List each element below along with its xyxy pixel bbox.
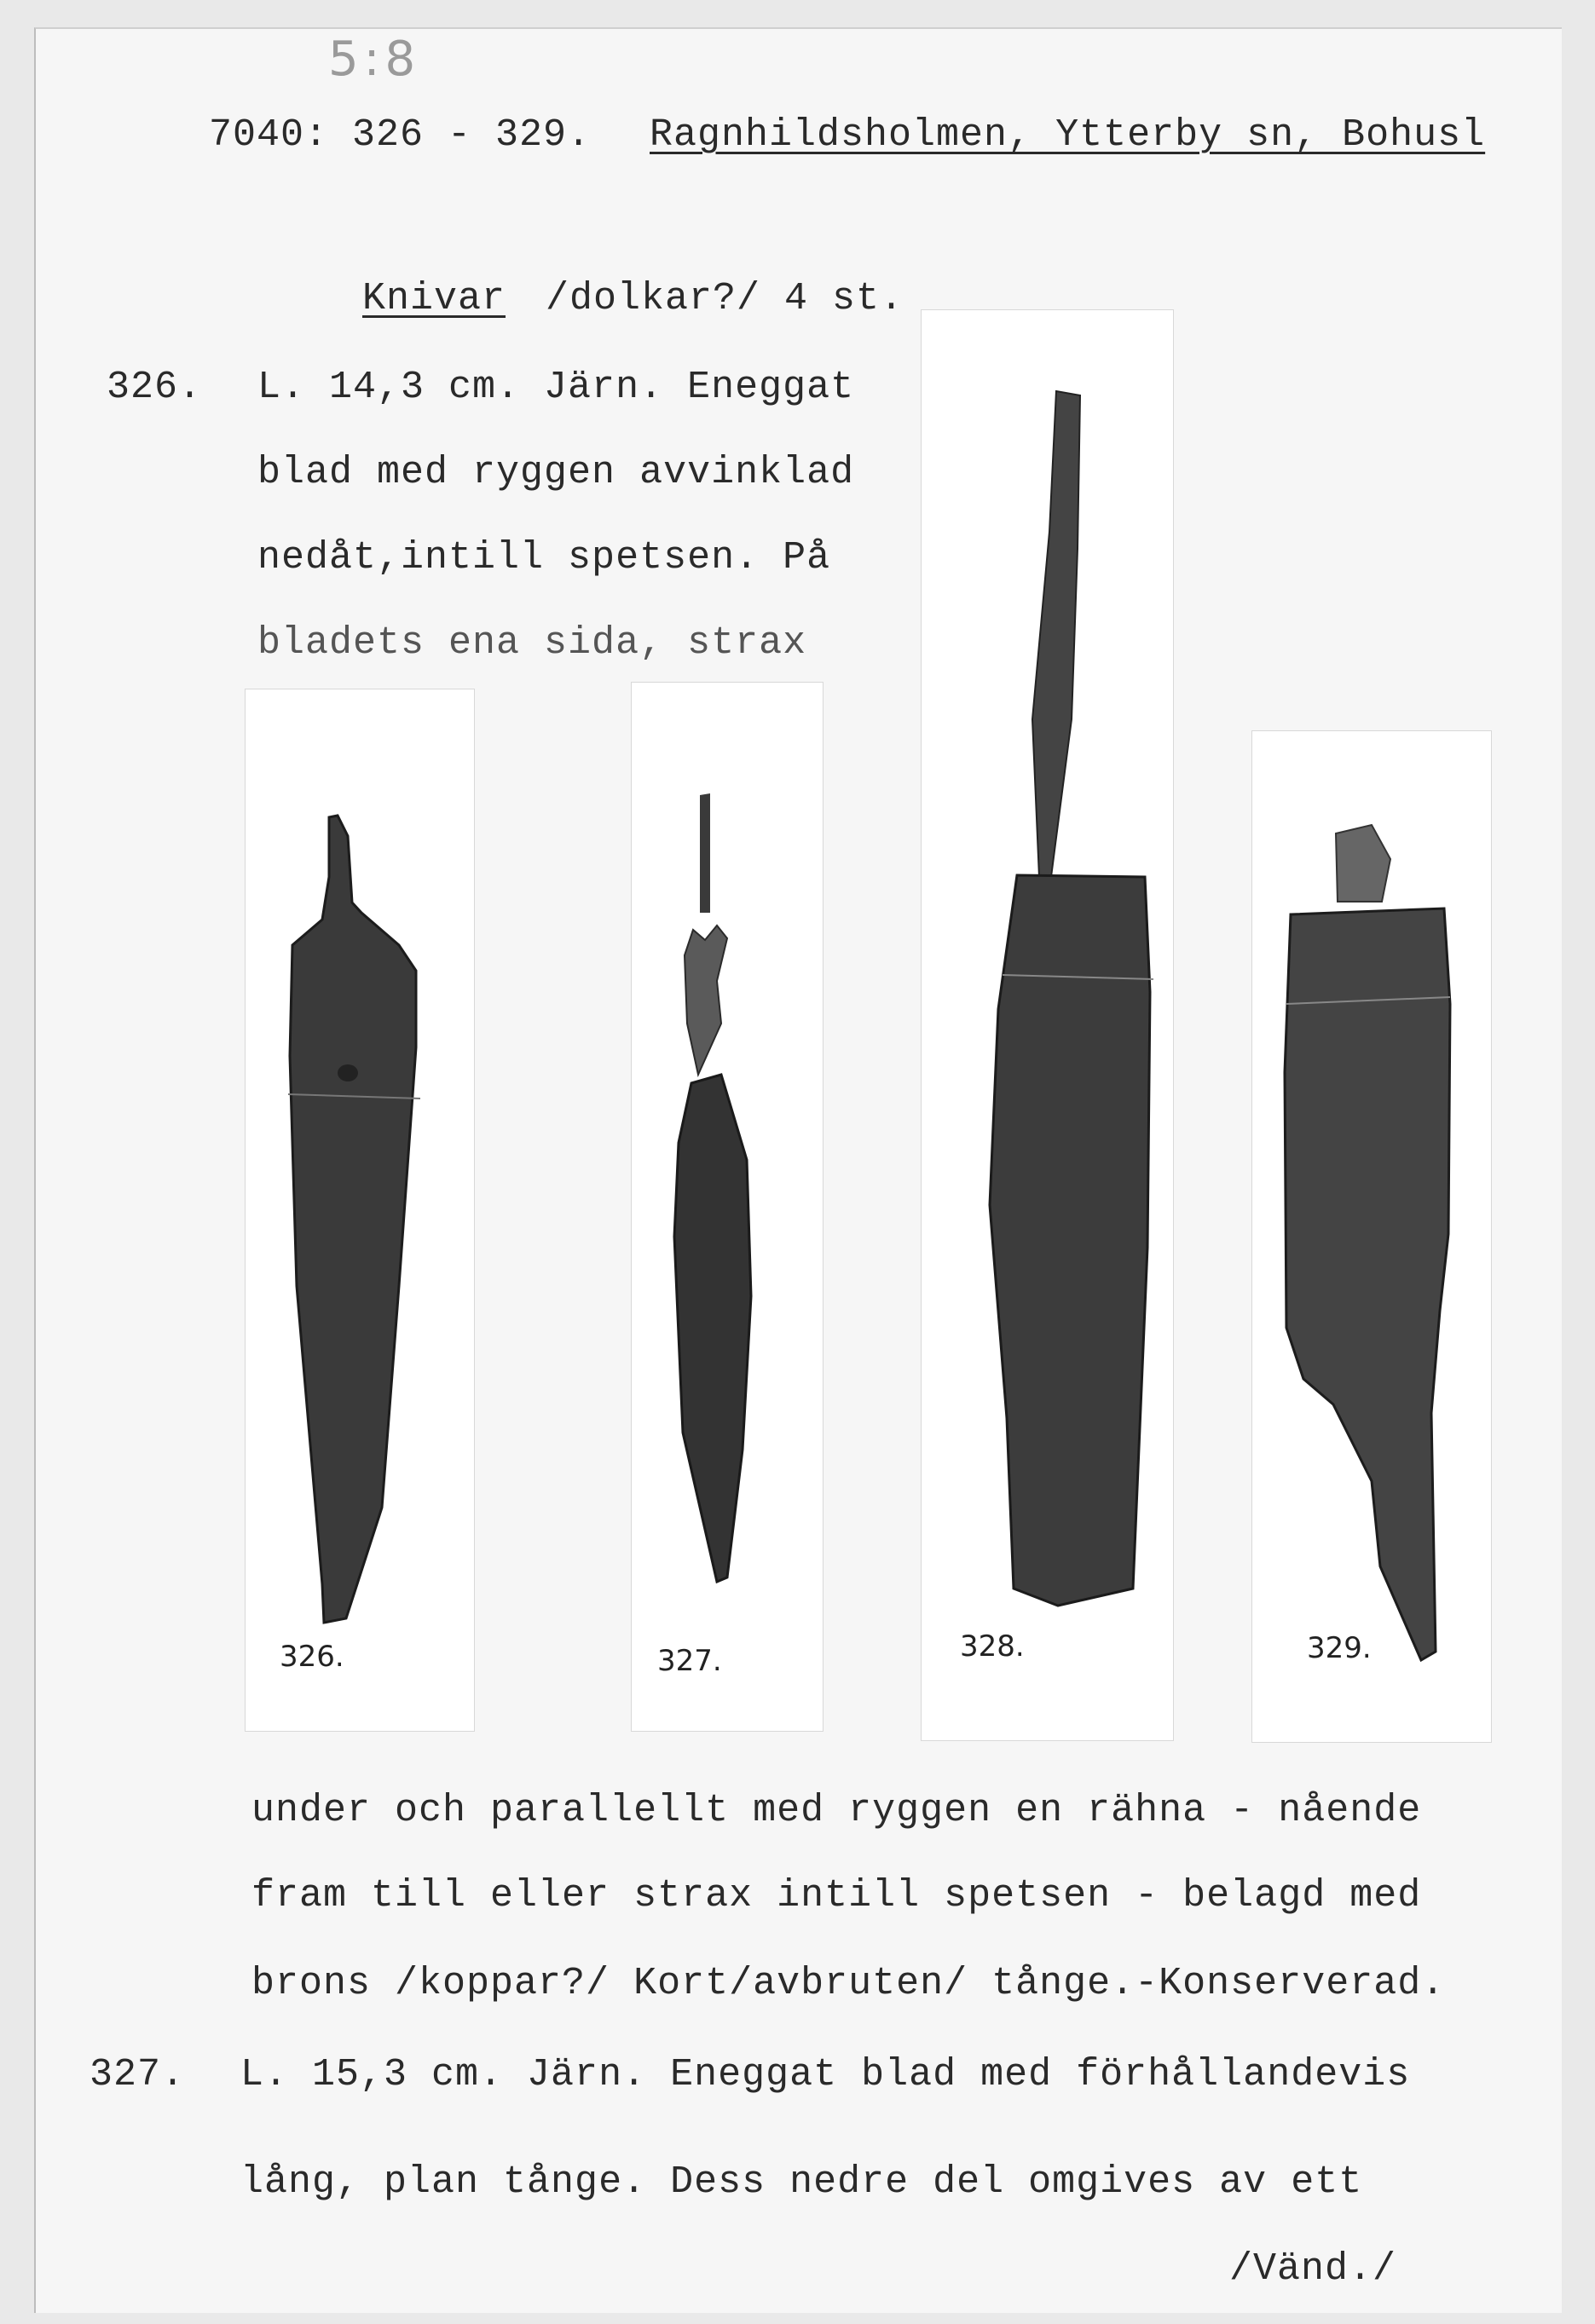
knife-327-label: 327. bbox=[657, 1644, 722, 1678]
knife-327-ferrule bbox=[685, 926, 727, 1075]
knife-329-label: 329. bbox=[1307, 1631, 1372, 1665]
knife-328-tang bbox=[1032, 391, 1080, 877]
knife-photo-326 bbox=[245, 689, 475, 1732]
knife-328-blade bbox=[990, 875, 1150, 1606]
knife-329-blade bbox=[1285, 908, 1450, 1660]
entry-326-line-4: bladets ena sida, strax bbox=[257, 621, 807, 665]
knife-photo-328 bbox=[921, 309, 1174, 1741]
knife-328-label: 328. bbox=[960, 1629, 1025, 1664]
entry-327-line-1: L. 15,3 cm. Järn. Eneggat blad med förhållandevis bbox=[240, 2053, 1411, 2096]
entry-327-line-2: lång, plan tånge. Dess nedre del omgives av ett bbox=[240, 2160, 1363, 2204]
entry-326-line-2: blad med ryggen avvinklad bbox=[257, 451, 855, 494]
heading-knives: Knivar bbox=[362, 277, 506, 320]
continuation-line-2: fram till eller strax intill spetsen - belagd med bbox=[251, 1874, 1422, 1917]
entry-326-number: 326. bbox=[107, 366, 203, 409]
knife-326-label: 326. bbox=[280, 1640, 344, 1674]
knife-photo-327 bbox=[631, 682, 824, 1732]
entry-326-line-3: nedåt,intill spetsen. På bbox=[257, 536, 831, 580]
entry-327-number: 327. bbox=[90, 2053, 186, 2096]
continuation-line-1: under och parallellt med ryggen en rähna - nående bbox=[251, 1789, 1422, 1832]
catalog-number: 7040: 326 - 329. bbox=[209, 113, 592, 157]
knife-327-blade bbox=[674, 1075, 751, 1582]
find-place: Ragnhildsholmen, Ytterby sn, Bohusl bbox=[650, 113, 1486, 157]
knife-photo-329 bbox=[1251, 730, 1492, 1743]
continuation-line-3: brons /koppar?/ Kort/avbruten/ tånge.-Konserverad. bbox=[251, 1962, 1446, 2005]
heading-rest: /dolkar?/ 4 st. bbox=[546, 277, 904, 320]
turn-page-note: /Vänd./ bbox=[1229, 2247, 1397, 2291]
knife-329-tang bbox=[1336, 825, 1390, 902]
entry-326-line-1: L. 14,3 cm. Järn. Eneggat bbox=[257, 366, 855, 409]
pencil-note: 5:8 bbox=[328, 32, 421, 87]
knife-326-artifact bbox=[290, 816, 416, 1623]
knife-327-tang bbox=[700, 793, 710, 913]
